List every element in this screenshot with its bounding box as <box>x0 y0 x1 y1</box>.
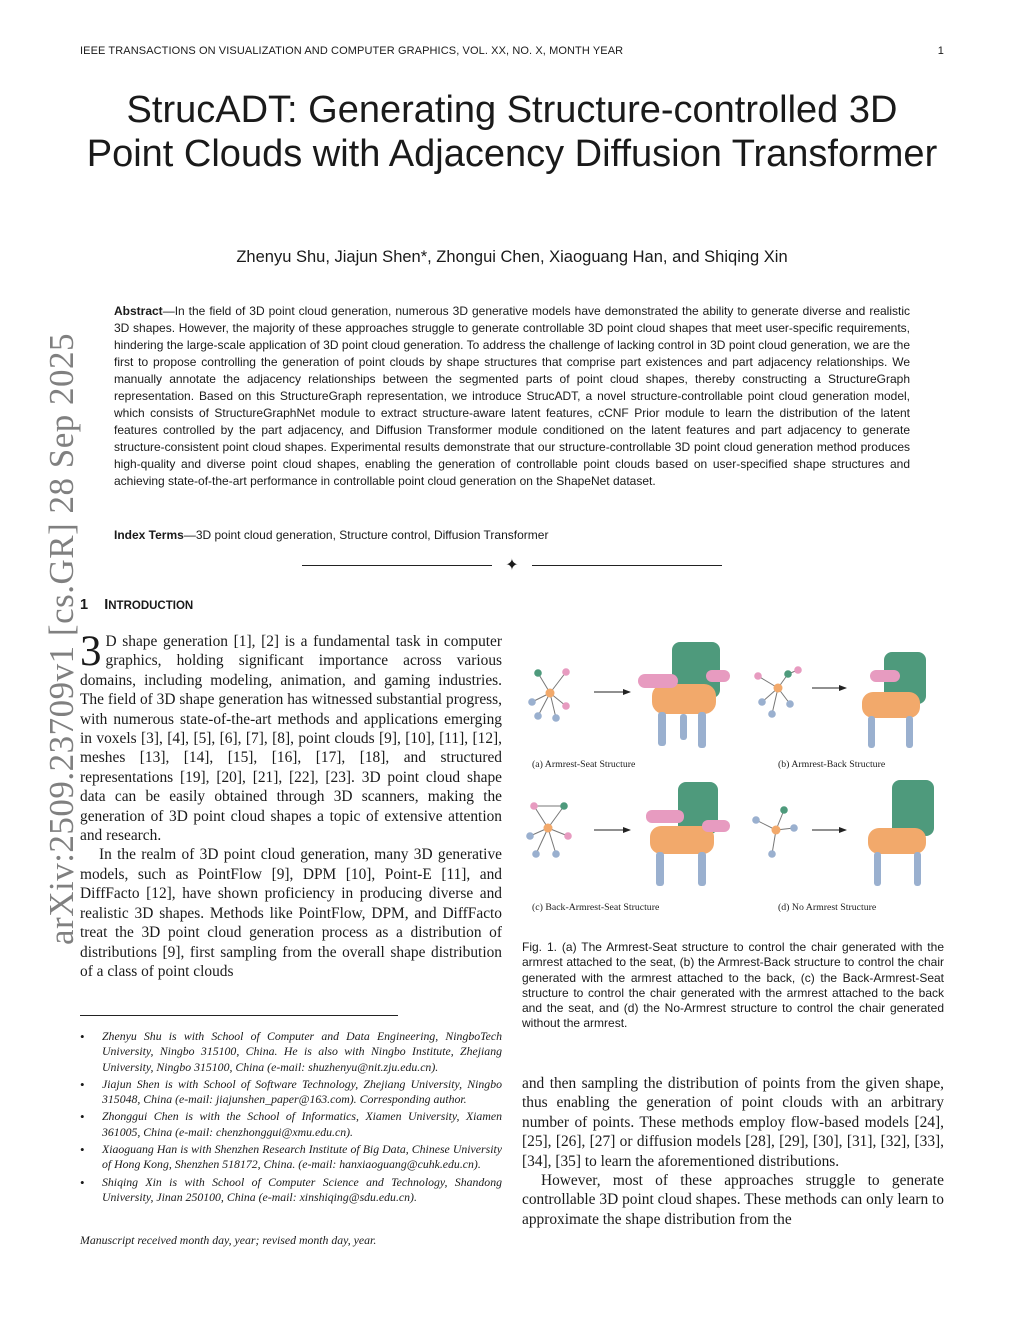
arxiv-stamp: arXiv:2509.23709v1 [cs.GR] 28 Sep 2025 <box>42 332 81 945</box>
graph-node-arm <box>754 672 762 680</box>
graph-node-leg <box>526 832 534 840</box>
graph-node-leg <box>528 698 536 706</box>
chair-b <box>862 652 926 748</box>
author-footnotes <box>80 1029 502 1207</box>
graph-node-arm <box>562 668 570 676</box>
graph-node-leg <box>790 824 798 832</box>
chair-part-arm <box>638 674 678 688</box>
panel-a <box>528 642 730 770</box>
intro-paragraph-1 <box>80 628 502 845</box>
chair-part-leg <box>868 716 875 748</box>
panel-b-caption: (b) Armrest-Back Structure <box>778 759 886 770</box>
structure-graph-d <box>752 806 798 858</box>
intro-left-column <box>80 628 502 981</box>
graph-node-leg <box>534 712 542 720</box>
drop-cap: 3 <box>80 628 102 675</box>
panel-c-caption: (c) Back-Armrest-Seat Structure <box>532 902 660 913</box>
intro-right-column <box>522 1074 944 1229</box>
chair-part-arm <box>706 670 730 682</box>
chair-part-leg <box>906 716 913 748</box>
chair-part-seat <box>862 692 920 718</box>
running-head <box>80 45 944 57</box>
chair-part-leg <box>680 714 687 740</box>
graph-node-leg <box>786 700 794 708</box>
graph-node-seat <box>772 826 781 835</box>
index-terms-label: Index Terms <box>114 528 184 542</box>
graph-node-seat <box>544 824 553 833</box>
footnote-item: • Xiaoguang Han is with Shenzhen Research Institute of Big Data, Chinese University of Hong Kong, Shenzhen 518172, China. (e-mail: hanxiaoguang@cuhk.edu.cn). <box>80 1142 502 1173</box>
journal-name: IEEE TRANSACTIONS ON VISUALIZATION AND COMPUTER GRAPHICS, VOL. XX, NO. X, MONTH YEAR <box>80 45 624 57</box>
panel-b <box>754 652 926 770</box>
panel-c <box>526 782 730 913</box>
chair-part-leg <box>874 852 881 886</box>
graph-node-arm <box>530 802 538 810</box>
graph-node-arm <box>562 702 570 710</box>
footnote-rule <box>80 1015 398 1016</box>
structure-graph-b <box>754 666 802 718</box>
section-title-initial: I <box>104 597 109 613</box>
abstract-text: —In the field of 3D point cloud generation, numerous 3D generative models have demonstrated the ability to generate diverse and realistic 3D shapes. However, the majority of these approaches struggle to generate controllable 3D point cloud shapes that meet user-specific requirements, hindering the large-scale application of 3D point cloud generation. To address the challenge of lacking control in 3D point cloud generation, we are the first to propose controlling the generation of point clouds by shape structures that comprise part existences and part adjacency relationships. We manually annotate the adjacency relationships between the segmented parts of point cloud shapes, thereby constructing a StructureGraph representation. Based on this StructureGraph representation, we introduce StrucADT, a novel structure-controllable point cloud generation model, which consists of StructureGraphNet module to extract structure-aware latent features, cCNF Prior module to learn the distribution of the latent features controlled by the part adjacency, and Diffusion Transformer module conditioned on the latent features and part adjacency to generate structure-consistent point cloud shapes. Experimental results demonstrate that our structure-controllable 3D point cloud generation method produces high-quality and diverse point cloud shapes, enabling the generation of controllable point clouds based on user-specified shape structures and achieving state-of-the-art performance in controllable point cloud generation on the ShapeNet dataset. <box>114 304 910 488</box>
graph-node-arm <box>564 832 572 840</box>
figure-1 <box>522 630 944 920</box>
panel-a-caption: (a) Armrest-Seat Structure <box>532 759 636 770</box>
chair-part-leg <box>698 852 706 886</box>
chair-part-seat <box>652 684 716 714</box>
section-title-rest: NTRODUCTION <box>108 600 194 612</box>
chair-part-leg <box>914 852 921 886</box>
graph-node-back <box>560 802 568 810</box>
index-terms <box>114 528 910 542</box>
section-heading <box>80 597 193 613</box>
figure-1-caption: Fig. 1. (a) The Armrest-Seat structure to control the chair generated with the armrest attached to the seat, (b) the Armrest-Back structure to control the chair generated with the armrest attached to the back, (c) the Back-Armrest-Seat structure to control the chair generated with the armrest attached to the back and the seat, and (d) the No-Armrest structure to control the chair generated without the armrest. <box>522 940 944 1031</box>
footnote-item: • Zhonggui Chen is with the School of Informatics, Xiamen University, Xiamen 361005, China (e-mail: chenzhonggui@xmu.edu.cn). <box>80 1109 502 1140</box>
graph-node-leg <box>552 714 560 722</box>
chair-part-seat <box>868 828 926 854</box>
structure-graph-c <box>526 802 572 858</box>
page-number: 1 <box>937 45 944 57</box>
footnote-item: • Jiajun Shen is with School of Software Technology, Zhejiang University, Ningbo 315048, China (e-mail: jiajunshen_paper@163.com). Corresponding author. <box>80 1077 502 1108</box>
intro-paragraph-3: and then sampling the distribution of points from the given shape, thus enabling the generation of point clouds with an arbitrary number of points. These methods employ flow-based models [24], [25], [26], [27] or diffusion models [28], [29], [30], [31], [32], [33], [34], [35] to learn the aforementioned distributions. <box>522 1075 944 1170</box>
structure-graph-a <box>528 668 570 722</box>
chair-part-arm <box>646 810 684 823</box>
chair-part-leg <box>658 712 666 746</box>
separator-line-right <box>532 565 722 566</box>
graph-node-arm <box>794 666 802 674</box>
graph-node-leg <box>768 850 776 858</box>
chair-part-arm <box>702 820 730 832</box>
chair-part-leg <box>656 852 664 886</box>
graph-node-leg <box>758 698 766 706</box>
graph-node-seat <box>774 684 783 693</box>
graph-node-leg <box>752 816 760 824</box>
chair-d <box>868 780 934 886</box>
section-number: 1 <box>80 597 89 613</box>
paper-title: StrucADT: Generating Structure-controlled 3D Point Clouds with Adjacency Diffusion Transformer <box>86 89 938 175</box>
author-list: Zhenyu Shu, Jiajun Shen*, Zhongui Chen, Xiaoguang Han, and Shiqing Xin <box>236 248 788 266</box>
footnote-item: • Zhenyu Shu is with School of Computer and Data Engineering, NingboTech University, Ningbo 315100, China. He is also with Ningbo Institute, Zhejiang University, Ningbo 315100, China (e-mail: shuzhenyu@nit.zju.edu.cn). <box>80 1029 502 1075</box>
separator-line-left <box>302 565 492 566</box>
chair-c <box>646 782 730 886</box>
graph-node-leg <box>532 850 540 858</box>
chair-a <box>638 642 730 748</box>
chair-part-arm <box>870 670 900 682</box>
abstract <box>114 303 910 490</box>
chair-part-leg <box>698 712 706 748</box>
intro-paragraph-2: In the realm of 3D point cloud generation, many 3D generative models, such as PointFlow [9], DPM [10], Point-E [11], and DiffFacto [12], have shown proficiency in producing diverse and realistic 3D shapes. Methods like PointFlow, DPM, and DiffFacto treat the 3D point cloud generation process as a distribution of distributions [9], first sampling from the overall shape distribution of a class of point clouds <box>80 846 502 980</box>
manuscript-note: Manuscript received month day, year; revised month day, year. <box>80 1233 377 1247</box>
footnote-item: • Shiqing Xin is with School of Computer Science and Technology, Shandong University, Jinan 250100, China (e-mail: xinshiqing@sdu.edu.cn). <box>80 1175 502 1206</box>
chair-part-back <box>892 780 934 836</box>
graph-node-back <box>534 669 542 677</box>
panel-d <box>752 780 934 913</box>
index-terms-text: —3D point cloud generation, Structure control, Diffusion Transformer <box>183 528 549 542</box>
panel-d-caption: (d) No Armrest Structure <box>778 902 877 913</box>
graph-node-seat <box>546 689 555 698</box>
separator-diamond-icon: ✦ <box>505 557 519 574</box>
graph-node-leg <box>552 850 560 858</box>
graph-node-back <box>780 806 788 814</box>
graph-node-leg <box>768 710 776 718</box>
graph-node-back <box>784 670 792 678</box>
intro-paragraph-4: However, most of these approaches struggle to generate controllable 3D point cloud shapes. These methods can only learn to approximate the shape distribution from the <box>522 1172 944 1228</box>
intro-paragraph-1-text: D shape generation [1], [2] is a fundamental task in computer graphics, holding significant importance across various domains, including modeling, animation, and gaming industries. The field of 3D shape generation has witnessed substantial progress, with numerous state-of-the-art methods and applications emerging in voxels [3], [4], [5], [6], [7], [8], point clouds [9], [10], [11], [12], meshes [13], [14], [15], [16], [17], [18], and structured representations [19], [20], [21], [22], [23]. 3D point cloud shape data can be easily obtained through 3D scanners, making the generation of 3D point cloud shapes a topic of extensive attention and research. <box>80 633 502 845</box>
abstract-label: Abstract <box>114 304 163 318</box>
